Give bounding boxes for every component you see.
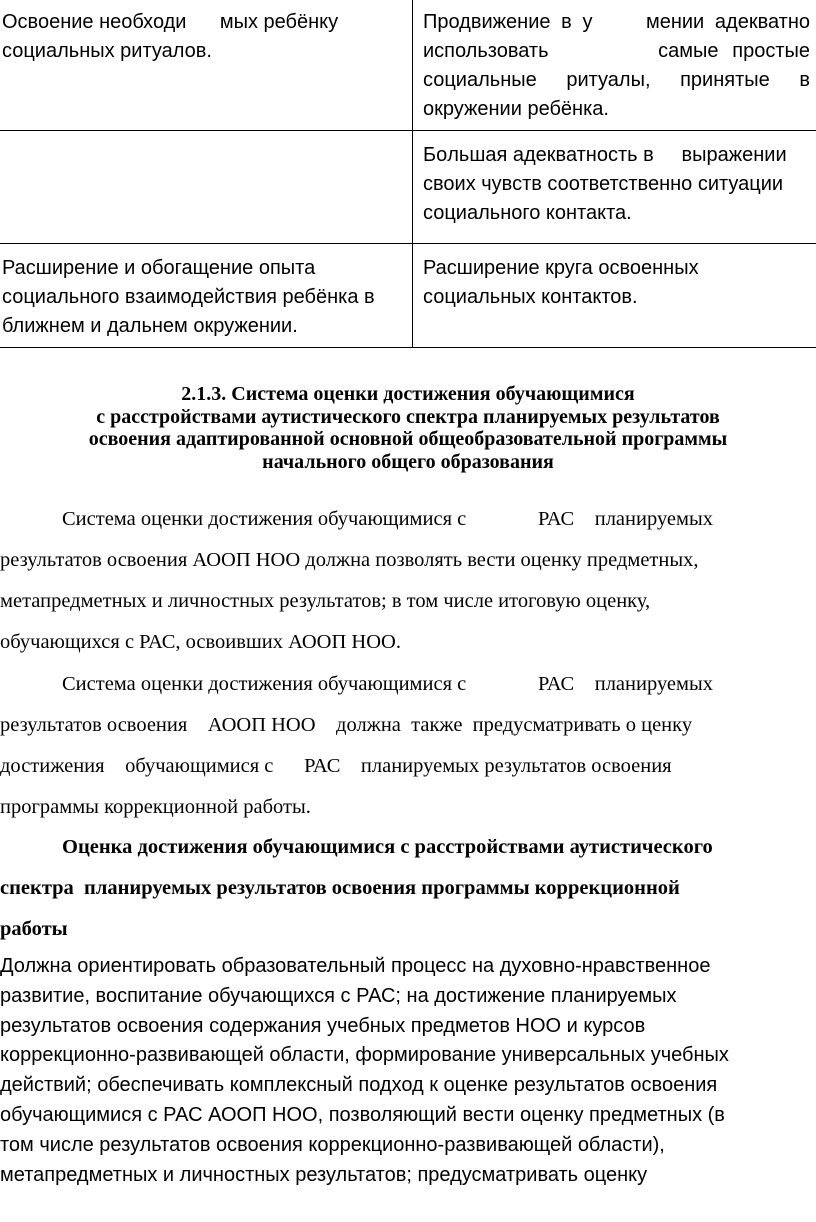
text-line: действий; обеспечивать комплексный подход к оценке результатов освоения — [0, 1074, 718, 1097]
table-cell-right: Бoльшая адекватность в выражении своих чувств соответственно ситуации социального контакта. — [413, 131, 816, 244]
table-cell-left — [0, 131, 413, 244]
subheading-assessment — [0, 827, 816, 950]
table-row — [0, 244, 816, 348]
paragraph-correction-program — [0, 664, 816, 828]
paragraph-assessment-system — [0, 499, 816, 663]
heading-line: 2.1.3. Система оценки достижения обучающимися — [181, 383, 635, 405]
text-line: метапредметных и личностных результатов; в том числе итоговую оценку, — [0, 590, 651, 612]
text-line: Оценка достижения обучающимися с расстройствами аутистического — [62, 836, 713, 858]
table-cell-right: Расширение круга освоенных социальных контактов. — [413, 244, 816, 348]
text-line: достижения обучающимися с РАС планируемых результатов освоения — [0, 755, 672, 777]
table-cell-right: Продвижение в у мении адекватно использовать самые простые социальные ритуалы, принятые в окружении ребёнка. — [413, 0, 816, 131]
text-line: Система оценки достижения обучающимися с РАС планируемых — [62, 508, 714, 530]
text-line: результатов освоения содержания учебных предметов НОО и курсов — [0, 1014, 646, 1037]
text-line: развитие, воспитание обучающихся с РАС; на достижение планируемых — [0, 984, 677, 1007]
text-line: обучающимися с РАС АООП НОО, позволяющий вести оценку предметных (в — [0, 1103, 725, 1126]
text-line: обучающихся с РАС, освоивших АООП НОО. — [0, 631, 401, 653]
table-cell-left: Расширение и обогащение опыта социального взаимодействия ребёнка в ближнем и дальнем окружении. — [0, 244, 413, 348]
table-row — [0, 131, 816, 244]
heading-line: освоения адаптированной основной общеобразовательной программы — [88, 428, 728, 450]
table-row — [0, 0, 816, 131]
paragraph-orientation — [0, 952, 816, 1190]
text-line: том числе результатов освоения коррекционно-развивающей области), — [0, 1133, 665, 1156]
text-line: коррекционно-развивающей области, формирование универсальных учебных — [0, 1044, 729, 1067]
text-line: результатов освоения АООП НОО должна также предусматривать о ценку — [0, 714, 693, 736]
text-line: работы — [0, 918, 68, 940]
text-line: Должна ориентировать образовательный процесс на духовно-нравственное — [0, 955, 711, 977]
text-line: Система оценки достижения обучающимися с РАС планируемых — [62, 673, 714, 695]
table-cell-left: Освоение необходи мых ребёнку социальных ритуалов. — [0, 0, 413, 131]
heading-line: начального общего образования — [262, 450, 554, 473]
text-line: метапредметных и личностных результатов; предусматривать оценку — [0, 1163, 648, 1186]
outcomes-table — [0, 0, 816, 348]
text-line: спектра планируемых результатов освоения программы коррекционной — [0, 877, 680, 899]
text-line: программы коррекционной работы. — [0, 796, 311, 818]
section-heading — [0, 383, 816, 473]
text-line: результатов освоения АООП НОО должна позволять вести оценку предметных, — [0, 549, 699, 571]
heading-line: с расстройствами аутистического спектра планируемых результатов — [96, 405, 720, 428]
